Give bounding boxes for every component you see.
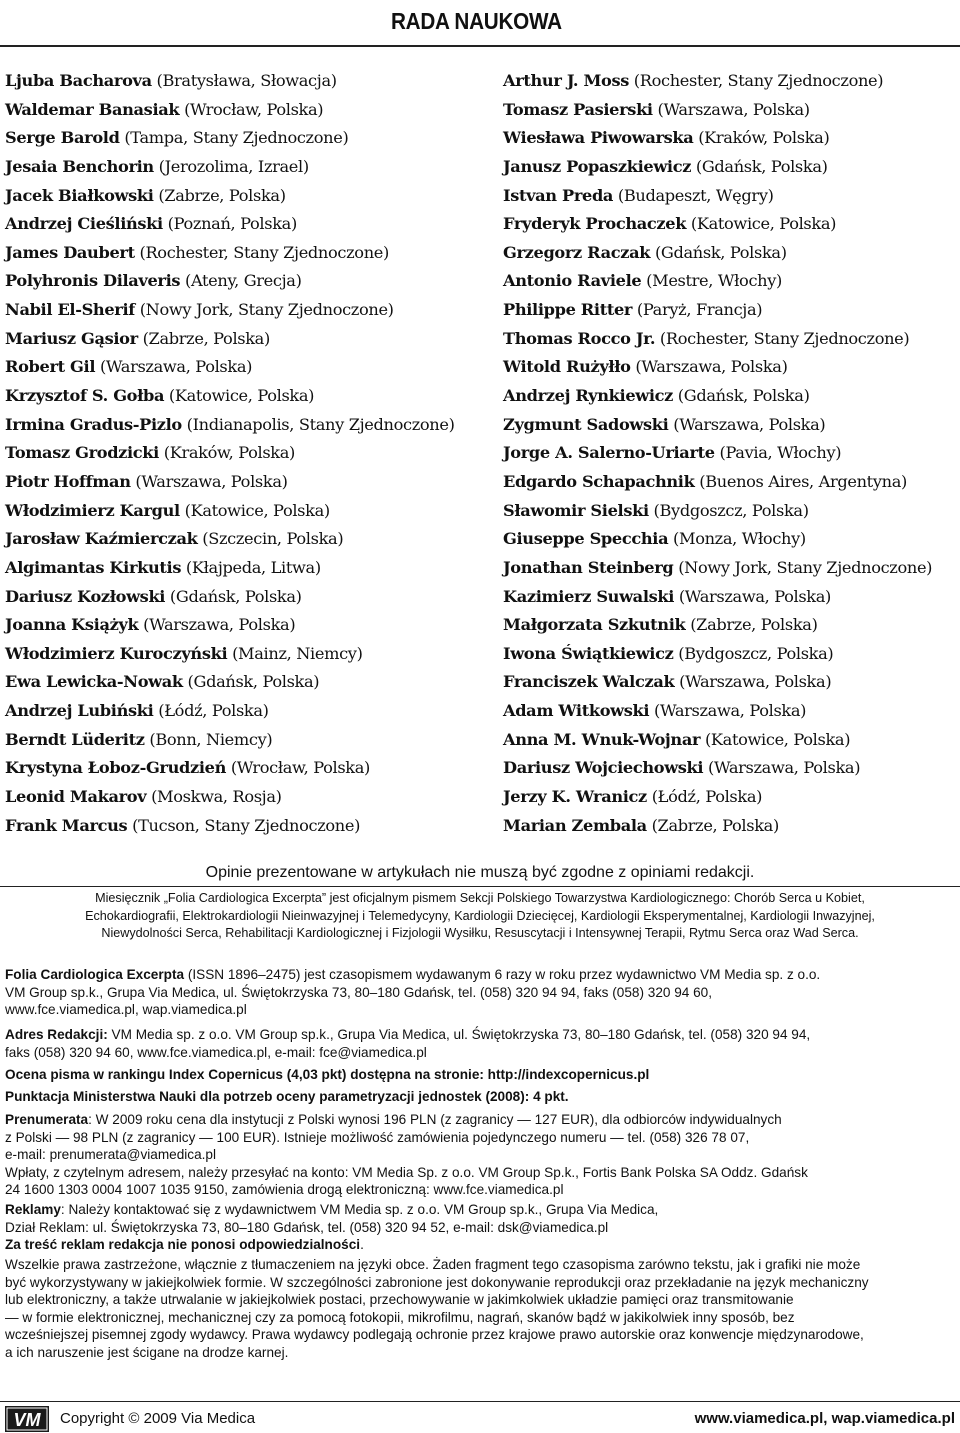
member-name: Janusz Popaszkiewicz (503, 156, 692, 176)
header-rule (0, 45, 960, 47)
board-member (5, 411, 485, 440)
board-member (503, 325, 960, 354)
member-name: Irmina Gradus-Pizlo (5, 414, 182, 434)
board-member (503, 726, 960, 755)
ministry-points (5, 1088, 955, 1106)
member-name: Fryderyk Prochaczek (503, 214, 687, 234)
member-location: (Buenos Aires, Argentyna) (699, 471, 907, 491)
payment-line: Wpłaty, z czytelnym adresem, należy przesyłać na konto: VM Media Sp. z o.o. VM Group Sp.k., Fortis Bank Polska SA Oddz. Gdańsk (5, 1164, 808, 1180)
member-location: (Ateny, Grecja) (184, 271, 302, 291)
member-location: (Warszawa, Polska) (678, 586, 832, 606)
ads-disclaimer-end: . (360, 1237, 364, 1253)
copyright-icon: © (128, 1410, 140, 1427)
board-member (5, 754, 485, 783)
member-location: (Paryż, Francja) (636, 300, 763, 320)
board-member (503, 640, 960, 669)
member-name: Andrzej Cieśliński (5, 214, 163, 234)
member-name: Andrzej Rynkiewicz (503, 386, 673, 406)
member-name: Frank Marcus (5, 815, 128, 835)
member-name: James Daubert (5, 242, 135, 262)
member-name: Jorge A. Salerno-Uriarte (503, 443, 715, 463)
copyright-year: 2009 Via Medica (143, 1410, 256, 1427)
board-member (503, 697, 960, 726)
board-member (5, 668, 485, 697)
member-location: (Szczecin, Polska) (202, 529, 344, 549)
board-member (5, 96, 485, 125)
member-location: (Wrocław, Polska) (184, 99, 324, 119)
footer-rule (0, 1401, 960, 1402)
member-name: Wiesława Piwowarska (503, 128, 694, 148)
board-member (503, 783, 960, 812)
member-location: (Nowy Jork, Stany Zjednoczone) (139, 300, 394, 320)
member-name: Włodzimierz Kargul (5, 500, 180, 520)
society-note (8, 890, 952, 943)
member-location: (Rochester, Stany Zjednoczone) (139, 242, 389, 262)
member-name: Ljuba Bacharova (5, 71, 152, 90)
member-location: (Nowy Jork, Stany Zjednoczone) (678, 557, 933, 577)
member-name: Philippe Ritter (503, 300, 633, 320)
member-name: Ewa Lewicka-Nowak (5, 672, 183, 692)
board-member (5, 726, 485, 755)
board-member (5, 611, 485, 640)
editorial-address (5, 1026, 955, 1061)
member-name: Jerzy K. Wranicz (503, 787, 647, 807)
member-name: Dariusz Wojciechowski (503, 758, 704, 778)
journal-text: (ISSN 1896–2475) jest czasopismem wydawanym 6 razy w roku przez wydawnictwo VM Media sp. z o.o. (184, 967, 821, 982)
board-member (503, 754, 960, 783)
member-name: Tomasz Pasierski (503, 99, 653, 119)
board-member (503, 554, 960, 583)
member-location: (Jerozolima, Izrael) (158, 156, 309, 176)
ads-contact: Dział Reklam: ul. Świętokrzyska 73, 80–180 Gdańsk, tel. (058) 320 94 52, e-mail: dsk@viamedica.pl (5, 1219, 609, 1235)
member-location: (Gdańsk, Polska) (169, 586, 302, 606)
board-member (5, 267, 485, 296)
rating-text: Ocena pisma w rankingu Index Copernicus (4,03 pkt) dostępna na stronie: http://indexcopernicus.pl (5, 1067, 650, 1082)
member-location: (Indianapolis, Stany Zjednoczone) (186, 414, 455, 434)
member-location: (Katowice, Polska) (690, 214, 837, 234)
member-name: Polyhronis Dilaveris (5, 271, 181, 291)
member-location: (Kraków, Polska) (698, 128, 830, 148)
member-name: Robert Gil (5, 357, 96, 377)
member-name: Serge Barold (5, 128, 120, 148)
subscription-line: z Polski — 98 PLN (z zagranicy — 100 EUR). Istnieje możliwość zamówienia pojedynczego numeru — tel. (058) 326 78 07, (5, 1129, 750, 1145)
member-location: (Zabrze, Polska) (690, 615, 818, 635)
member-name: Witold Rużyłło (503, 357, 631, 377)
member-name: Istvan Preda (503, 185, 614, 205)
member-name: Włodzimierz Kuroczyński (5, 643, 228, 663)
journal-address: VM Group sp.k., Grupa Via Medica, ul. Świętokrzyska 73, 80–180 Gdańsk, tel. (058) 320 94 94, faks (058) 320 94 60, (5, 984, 713, 1000)
member-location: (Warszawa, Polska) (135, 471, 288, 491)
opinion-disclaimer: Opinie prezentowane w artykułach nie muszą być zgodne z opiniami redakcji. (205, 864, 755, 881)
member-location: (Gdańsk, Polska) (654, 242, 787, 262)
member-location: (Zabrze, Polska) (651, 815, 779, 835)
member-name: Antonio Raviele (503, 271, 642, 291)
board-member (5, 554, 485, 583)
board-member (5, 182, 485, 211)
member-location: (Monza, Włochy) (673, 529, 806, 549)
member-name: Waldemar Banasiak (5, 99, 180, 119)
board-member (5, 353, 485, 382)
board-member (503, 411, 960, 440)
page-footer (0, 1403, 960, 1433)
society-line: Niewydolności Serca, Rehabilitacji Kardiologicznej i Fizjologii Wysiłku, Resuscytacji i Intensywnej Terapii, Rytmu Serca oraz Wad Serca. (101, 926, 859, 940)
board-member (5, 468, 485, 497)
member-name: Marian Zembala (503, 815, 647, 835)
board-member (503, 124, 960, 153)
board-member (5, 67, 485, 96)
board-member (503, 96, 960, 125)
rights-line: a ich naruszenie jest ścigane na drodze karnej. (5, 1344, 289, 1360)
board-member (5, 583, 485, 612)
rights-line: Wszelkie prawa zastrzeżone, włącznie z tłumaczeniem na języki obce. Żaden fragment tego czasopisma zarówno tekstu, jak i grafiki nie może (5, 1257, 861, 1272)
journal-label: Folia Cardiologica Excerpta (5, 967, 185, 982)
member-location: (Bratysława, Słowacja) (156, 71, 337, 90)
board-member (5, 124, 485, 153)
rights-line: wcześniejszej pisemnej zgody wydawcy. Prawa wydawcy podlegają ochronie przez krajowe prawo autorskie oraz konwencje międzynarodowe, (5, 1327, 864, 1343)
rights-notice (5, 1256, 955, 1362)
address-text: VM Media sp. z o.o. VM Group sp.k., Grupa Via Medica, ul. Świętokrzyska 73, 80–180 Gdańsk, tel. (058) 320 94 94, (107, 1027, 811, 1042)
board-member (503, 239, 960, 268)
member-location: (Wrocław, Polska) (230, 758, 371, 778)
member-name: Nabil El-Sherif (5, 300, 135, 320)
ads-info (5, 1201, 955, 1254)
rights-line: — w formie elektronicznej, mechanicznej czy za pomocą fotokopii, mikrofilmu, nagrań, skanów bądź w jakikolwiek inny sposób, bez (5, 1309, 795, 1325)
board-column-left (5, 67, 485, 840)
member-name: Jacek Białkowski (5, 185, 154, 205)
member-location: (Moskwa, Rosja) (151, 787, 282, 807)
board-member (503, 583, 960, 612)
board-member (503, 439, 960, 468)
member-name: Andrzej Lubiński (5, 701, 154, 721)
member-location: (Warszawa, Polska) (143, 615, 296, 635)
copyright-label: Copyright (60, 1410, 125, 1427)
member-location: (Pavia, Włochy) (719, 443, 842, 463)
member-name: Kazimierz Suwalski (503, 586, 675, 606)
rating-note (5, 1066, 955, 1084)
member-location: (Budapeszt, Węgry) (617, 185, 774, 205)
member-name: Leonid Makarov (5, 787, 147, 807)
member-location: (Poznań, Polska) (167, 214, 297, 234)
section-title: RADA NAUKOWA (391, 8, 562, 34)
board-member (5, 497, 485, 526)
board-member (503, 812, 960, 841)
member-location: (Katowice, Polska) (704, 729, 851, 749)
member-name: Algimantas Kirkutis (5, 557, 182, 577)
board-member (5, 812, 485, 841)
board-member (503, 296, 960, 325)
member-location: (Rochester, Stany Zjednoczone) (633, 71, 884, 90)
member-location: (Tucson, Stany Zjednoczone) (132, 815, 361, 835)
board-member (503, 525, 960, 554)
board-member (5, 525, 485, 554)
member-location: (Bydgoszcz, Polska) (678, 643, 834, 663)
member-name: Tomasz Grodzicki (5, 443, 159, 463)
rights-line: być wykorzystywany w jakiejkolwiek formie. W szczególności zabronione jest dokonywanie reprodukcji oraz przekładanie na język mechaniczny (5, 1274, 869, 1290)
board-member (5, 783, 485, 812)
board-member (503, 182, 960, 211)
member-location: (Katowice, Polska) (184, 500, 330, 520)
board-member (503, 67, 960, 96)
journal-websites[interactable]: www.fce.viamedica.pl, wap.viamedica.pl (5, 1002, 247, 1018)
member-name: Jonathan Steinberg (503, 557, 674, 577)
member-location: (Warszawa, Polska) (679, 672, 832, 692)
member-location: (Gdańsk, Polska) (695, 156, 828, 176)
member-name: Giuseppe Specchia (503, 529, 669, 549)
board-member (5, 382, 485, 411)
member-name: Thomas Rocco Jr. (503, 328, 656, 348)
member-name: Dariusz Kozłowski (5, 586, 166, 606)
subscription-text: : W 2009 roku cena dla instytucji z Polski wynosi 196 PLN (z zagranicy — 127 EUR), dla odbiorców indywidualnych (88, 1112, 782, 1127)
board-member (5, 439, 485, 468)
member-location: (Gdańsk, Polska) (677, 386, 810, 406)
ads-text: : Należy kontaktować się z wydawnictwem VM Media sp. z o.o. VM Group sp.k., Grupa Via Medica, (60, 1202, 659, 1217)
member-name: Franciszek Walczak (503, 672, 675, 692)
member-location: (Łódź, Polska) (158, 701, 269, 721)
subscription-label: Prenumerata (5, 1112, 89, 1127)
society-line: Miesięcznik „Folia Cardiologica Excerpta” jest oficjalnym pismem Sekcji Polskiego Towarzystwa Kardiologicznego: Chorób Serca u Kobiet, (95, 891, 865, 905)
member-name: Krzysztof S. Gołba (5, 386, 165, 406)
member-location: (Katowice, Polska) (168, 386, 315, 406)
board-member (5, 697, 485, 726)
member-location: (Mainz, Niemcy) (232, 643, 363, 663)
board-member (503, 267, 960, 296)
board-member (503, 668, 960, 697)
member-location: (Rochester, Stany Zjednoczone) (659, 328, 910, 348)
subscription-info (5, 1111, 955, 1199)
subscription-email[interactable]: e-mail: prenumerata@viamedica.pl (5, 1147, 216, 1163)
member-name: Edgardo Schapachnik (503, 471, 695, 491)
copyright (60, 1410, 255, 1427)
member-name: Małgorzata Szkutnik (503, 615, 686, 635)
logo-text: VM (13, 1410, 41, 1430)
divider (0, 886, 960, 887)
member-location: (Tampa, Stany Zjednoczone) (124, 128, 349, 148)
address-contact: faks (058) 320 94 60, www.fce.viamedica.pl, e-mail: fce@viamedica.pl (5, 1044, 427, 1060)
member-name: Jarosław Kaźmierczak (5, 529, 198, 549)
society-line: Echokardiografii, Elektrokardiologii Nieinwazyjnej i Telemedycyny, Kardiologii Dziecięcej, Kardiologii Eksperymentalnej, Kardiologii Inwazyjnej, (85, 908, 875, 923)
board-column-right (503, 67, 960, 840)
board-member (503, 382, 960, 411)
member-location: (Bonn, Niemcy) (149, 729, 273, 749)
journal-info (5, 966, 955, 1019)
address-label: Adres Redakcji: (5, 1027, 108, 1042)
footer-web-links[interactable]: www.viamedica.pl, wap.viamedica.pl (694, 1410, 955, 1427)
member-name: Grzegorz Raczak (503, 242, 651, 262)
member-name: Iwona Świątkiewicz (503, 643, 674, 663)
board-member (503, 210, 960, 239)
board-member (5, 296, 485, 325)
member-location: (Warszawa, Polska) (653, 701, 807, 721)
board-member (5, 210, 485, 239)
board-member (503, 497, 960, 526)
rights-line: lub elektroniczny, a także utrwalanie w jakiejkolwiek postaci, przechowywanie w jakimkolwiek układzie pamięci oraz transmitowanie (5, 1292, 794, 1308)
member-name: Zygmunt Sadowski (503, 414, 669, 434)
board-member (5, 640, 485, 669)
ads-disclaimer: Za treść reklam redakcja nie ponosi odpowiedzialności (5, 1237, 361, 1253)
ads-label: Reklamy (5, 1202, 61, 1217)
board-member (5, 153, 485, 182)
member-name: Krystyna Łoboz-Grudzień (5, 758, 227, 778)
member-name: Sławomir Sielski (503, 500, 649, 520)
member-location: (Bydgoszcz, Polska) (653, 500, 809, 520)
board-member (5, 325, 485, 354)
member-location: (Warszawa, Polska) (657, 99, 810, 119)
member-location: (Zabrze, Polska) (158, 185, 286, 205)
member-name: Mariusz Gąsior (5, 328, 138, 348)
vm-logo (5, 1406, 49, 1432)
member-location: (Mestre, Włochy) (646, 271, 782, 291)
member-location: (Kłajpeda, Litwa) (185, 557, 321, 577)
member-name: Anna M. Wnuk-Wojnar (503, 729, 701, 749)
board-member (503, 611, 960, 640)
member-name: Arthur J. Moss (503, 71, 629, 90)
member-name: Berndt Lüderitz (5, 729, 145, 749)
payment-line: 24 1600 1303 0004 1007 1035 9150, zamówienia drogą elektroniczną: www.fce.viamedica.pl (5, 1182, 564, 1198)
member-location: (Zabrze, Polska) (142, 328, 270, 348)
member-location: (Łódź, Polska) (651, 787, 763, 807)
board-member (503, 353, 960, 382)
member-location: (Warszawa, Polska) (673, 414, 826, 434)
page-header (0, 0, 960, 46)
member-location: (Warszawa, Polska) (635, 357, 788, 377)
member-location: (Warszawa, Polska) (708, 758, 861, 778)
board-member (5, 239, 485, 268)
board-member (503, 468, 960, 497)
member-location: (Gdańsk, Polska) (187, 672, 320, 692)
member-name: Joanna Książyk (5, 615, 139, 635)
member-name: Piotr Hoffman (5, 471, 131, 491)
member-name: Jesaia Benchorin (5, 156, 154, 176)
member-name: Adam Witkowski (503, 701, 650, 721)
member-location: (Kraków, Polska) (163, 443, 295, 463)
editorial-board (0, 67, 960, 842)
board-member (503, 153, 960, 182)
member-location: (Warszawa, Polska) (99, 357, 253, 377)
points-text: Punktacja Ministerstwa Nauki dla potrzeb oceny parametryzacji jednostek (2008): 4 pkt. (5, 1089, 569, 1104)
